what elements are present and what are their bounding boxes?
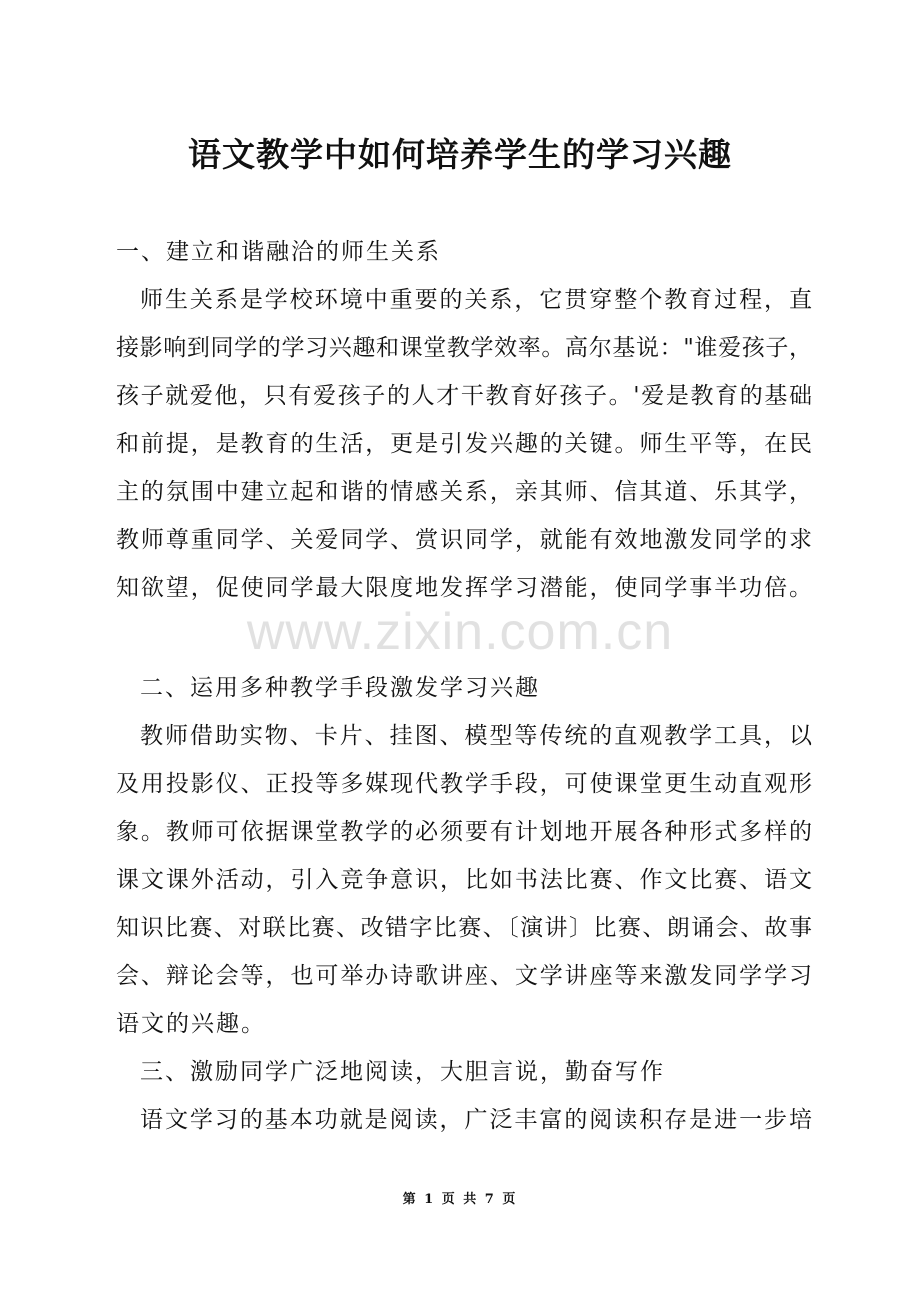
page-title: 语文教学中如何培养学生的学习兴趣 [188, 135, 732, 174]
section-body-1 [116, 276, 812, 612]
text-line: 及用投影仪、正投等多媒现代教学手段，可使课堂更生动直观形 [116, 771, 812, 797]
watermark: www.zixin.com.cn [246, 603, 674, 661]
section-heading-1: 一、建立和谐融洽的师生关系 [116, 239, 441, 265]
text-line: 语文学习的基本功就是阅读，广泛丰富的阅读积存是进一步培 [140, 1107, 812, 1133]
text-line: 接影响到同学的学习兴趣和课堂教学效率。高尔基说："谁爱孩子， [116, 335, 812, 361]
section-heading-3: 三、激励同学广泛地阅读，大胆言说，勤奋写作 [140, 1059, 665, 1085]
text-line: 课文课外活动，引入竞争意识，比如书法比赛、作文比赛、语文 [116, 867, 812, 893]
text-line: 语文的兴趣。 [116, 1011, 266, 1037]
text-line: 孩子就爱他，只有爱孩子的人才干教育好孩子。'爱是教育的基础 [116, 383, 812, 409]
text-line: 师生关系是学校环境中重要的关系，它贯穿整个教育过程，直 [140, 287, 812, 313]
text-line: 教师借助实物、卡片、挂图、模型等传统的直观教学工具，以 [140, 723, 812, 749]
text-line: 知识比赛、对联比赛、改错字比赛、〔演讲〕比赛、朗诵会、故事 [116, 915, 812, 941]
text-line: 教师尊重同学、关爱同学、赏识同学，就能有效地激发同学的求 [116, 527, 812, 553]
text-line: 和前提，是教育的生活，更是引发兴趣的关键。师生平等，在民 [116, 431, 812, 457]
page-footer: 第 1 页 共 7 页 [402, 1192, 518, 1207]
section-heading-2: 二、运用多种教学手段激发学习兴趣 [140, 675, 540, 701]
section-body-2 [116, 712, 812, 1048]
text-line: 象。教师可依据课堂教学的必须要有计划地开展各种形式多样的 [116, 819, 812, 845]
text-line: 主的氛围中建立起和谐的情感关系，亲其师、信其道、乐其学， [116, 479, 812, 505]
text-line: 知欲望，促使同学最大限度地发挥学习潜能，使同学事半功倍。 [116, 575, 812, 601]
section-body-3 [116, 1096, 812, 1144]
text-line: 会、辩论会等，也可举办诗歌讲座、文学讲座等来激发同学学习 [116, 963, 812, 989]
